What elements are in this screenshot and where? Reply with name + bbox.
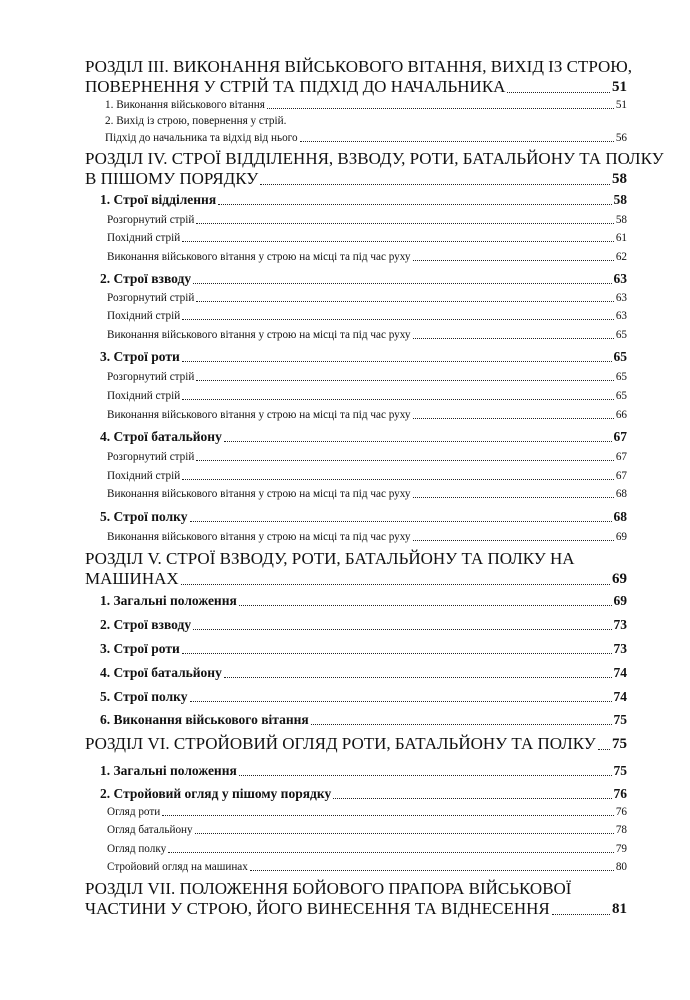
- toc-entry[interactable]: [107, 486, 627, 502]
- toc-page-number: 58: [613, 192, 627, 207]
- toc-page-number: 69: [613, 593, 627, 608]
- toc-page-number: 75: [613, 763, 627, 778]
- toc-entry-title: 3. Строї роти: [100, 641, 180, 656]
- toc-entry[interactable]: [100, 270, 627, 288]
- toc-entry[interactable]: [100, 640, 627, 658]
- toc-page-number: 73: [613, 617, 627, 632]
- toc-entry-title-line: РОЗДІЛ IV. СТРОЇ ВІДДІЛЕННЯ, ВЗВОДУ, РОТИ, БАТАЛЬЙОНУ ТА ПОЛКУ: [85, 149, 664, 168]
- dot-leader: [196, 222, 613, 224]
- toc-page-number: 67: [615, 470, 627, 482]
- toc-entry[interactable]: [100, 508, 627, 526]
- dot-leader: [195, 832, 614, 834]
- toc-page-number: 76: [613, 786, 627, 801]
- toc-entry-title: В ПІШОМУ ПОРЯДКУ: [85, 169, 259, 188]
- toc-entry-title: Похідний стрій: [107, 232, 181, 244]
- toc-page-number: 61: [615, 232, 627, 244]
- toc-entry-title: 5. Строї полку: [100, 689, 188, 704]
- toc-entry-title: Підхід до начальника та відхід від нього: [105, 132, 298, 144]
- dot-leader: [196, 300, 613, 302]
- toc-page-number: 65: [613, 349, 627, 364]
- toc-page-number: 75: [613, 712, 627, 727]
- dot-leader: [413, 259, 614, 261]
- toc-page-number: 63: [615, 310, 627, 322]
- toc-entry[interactable]: [107, 249, 627, 265]
- toc-entry[interactable]: [107, 369, 627, 385]
- toc-entry-title: Похідний стрій: [107, 470, 181, 482]
- toc-page-number: 69: [612, 571, 627, 587]
- toc-entry-title: 1. Строї відділення: [100, 192, 217, 207]
- toc-entry-title-line: РОЗДІЛ III. ВИКОНАННЯ ВІЙСЬКОВОГО ВІТАННЯ, ВИХІД ІЗ СТРОЮ,: [85, 57, 632, 76]
- toc-entry-title: 4. Строї батальйону: [100, 665, 222, 680]
- toc-page-number: 65: [615, 371, 627, 383]
- toc-entry-title: Виконання військового вітання у строю на місці та під час руху: [107, 329, 411, 341]
- toc-entry-title: 3. Строї роти: [100, 349, 180, 364]
- toc-entry[interactable]: [100, 348, 627, 366]
- toc-entry-title: Виконання військового вітання у строю на місці та під час руху: [107, 251, 411, 263]
- toc-page-number: 68: [615, 488, 627, 500]
- toc-page-number: 67: [615, 451, 627, 463]
- toc-page-number: 65: [615, 329, 627, 341]
- toc-entry[interactable]: [107, 290, 627, 306]
- dot-leader: [168, 851, 614, 853]
- toc-section[interactable]: [85, 169, 627, 189]
- toc-entry[interactable]: [100, 688, 627, 706]
- toc-entry-title: Огляд полку: [107, 843, 167, 855]
- dot-leader: [162, 814, 614, 816]
- dot-leader: [193, 282, 611, 284]
- toc-entry[interactable]: [107, 230, 627, 246]
- toc-entry-title: Виконання військового вітання у строю на місці та під час руху: [107, 409, 411, 421]
- toc-page-number: 74: [613, 689, 627, 704]
- toc-entry-title: 4. Строї батальйону: [100, 429, 222, 444]
- dot-leader: [239, 774, 612, 776]
- toc-section[interactable]: [85, 899, 627, 919]
- toc-entry[interactable]: [107, 804, 627, 820]
- dot-leader: [182, 398, 614, 400]
- toc-entry-title: ПОВЕРНЕННЯ У СТРІЙ ТА ПІДХІД ДО НАЧАЛЬНИКА: [85, 77, 506, 96]
- toc-page-number: 68: [613, 509, 627, 524]
- toc-entry[interactable]: [100, 785, 627, 803]
- toc-entry[interactable]: [100, 191, 627, 209]
- toc-entry-title: 1. Загальні положення: [100, 763, 237, 778]
- toc-entry-title: 6. Виконання військового вітання: [100, 712, 309, 727]
- toc-entry[interactable]: [107, 449, 627, 465]
- dot-leader: [218, 203, 611, 205]
- dot-leader: [413, 539, 614, 541]
- dot-leader: [182, 240, 614, 242]
- toc-entry[interactable]: [107, 822, 627, 838]
- dot-leader: [182, 318, 614, 320]
- toc-page-number: 65: [615, 390, 627, 402]
- toc-entry-title: Похідний стрій: [107, 310, 181, 322]
- dot-leader: [190, 700, 612, 702]
- toc-entry-title: Розгорнутий стрій: [107, 292, 195, 304]
- toc-page-number: 75: [612, 736, 627, 752]
- toc-page-number: 66: [615, 409, 627, 421]
- dot-leader: [598, 748, 610, 750]
- dot-leader: [333, 797, 611, 799]
- dot-leader: [196, 459, 613, 461]
- dot-leader: [300, 140, 614, 142]
- toc-entry-title-line: РОЗДІЛ VII. ПОЛОЖЕННЯ БОЙОВОГО ПРАПОРА ВІЙСЬКОВОЇ: [85, 879, 572, 898]
- toc-page-number: 80: [615, 861, 627, 873]
- toc-entry[interactable]: [100, 616, 627, 634]
- toc-entry[interactable]: [105, 97, 627, 113]
- dot-leader: [413, 337, 614, 339]
- toc-entry-title: Розгорнутий стрій: [107, 214, 195, 226]
- dot-leader: [182, 478, 614, 480]
- toc-section[interactable]: [85, 77, 627, 97]
- toc-entry[interactable]: [107, 859, 627, 875]
- toc-entry[interactable]: [100, 428, 627, 446]
- toc-entry[interactable]: [107, 468, 627, 484]
- dot-leader: [260, 183, 610, 185]
- dot-leader: [224, 440, 612, 442]
- toc-entry[interactable]: [107, 407, 627, 423]
- dot-leader: [267, 107, 614, 109]
- toc-page-number: 79: [615, 843, 627, 855]
- toc-entry[interactable]: [107, 841, 627, 857]
- toc-page-number: 51: [612, 79, 627, 95]
- toc-page-number: 78: [615, 824, 627, 836]
- dot-leader: [239, 604, 612, 606]
- toc-entry-title: МАШИНАХ: [85, 569, 179, 588]
- toc-page-number: 74: [613, 665, 627, 680]
- toc-entry-title: Виконання військового вітання у строю на місці та під час руху: [107, 488, 411, 500]
- toc-page-number: 76: [615, 806, 627, 818]
- toc-entry[interactable]: [107, 212, 627, 228]
- toc-entry-title-line: 2. Вихід із строю, повернення у стрій.: [105, 115, 287, 127]
- toc-page-number: 56: [615, 132, 627, 144]
- toc-page-number: 73: [613, 641, 627, 656]
- toc-entry[interactable]: [105, 130, 627, 146]
- toc-entry-title: 5. Строї полку: [100, 509, 188, 524]
- toc-page-number: 63: [613, 271, 627, 286]
- dot-leader: [190, 520, 612, 522]
- toc-entry-title: Огляд роти: [107, 806, 161, 818]
- dot-leader: [413, 496, 614, 498]
- dot-leader: [552, 913, 610, 915]
- toc-section[interactable]: [85, 569, 627, 589]
- toc-page-number: 51: [615, 99, 627, 111]
- toc-entry-title: ЧАСТИНИ У СТРОЮ, ЙОГО ВИНЕСЕННЯ ТА ВІДНЕСЕННЯ: [85, 899, 550, 918]
- toc-entry-title: 1. Виконання військового вітання: [105, 99, 265, 111]
- toc-entry-title: Розгорнутий стрій: [107, 451, 195, 463]
- toc-section[interactable]: [85, 734, 627, 754]
- toc-entry[interactable]: [100, 762, 627, 780]
- dot-leader: [181, 583, 610, 585]
- toc-entry-title: Огляд батальйону: [107, 824, 193, 836]
- toc-page-number: 69: [615, 531, 627, 543]
- toc-entry[interactable]: [107, 327, 627, 343]
- dot-leader: [413, 417, 614, 419]
- dot-leader: [507, 91, 610, 93]
- toc-entry[interactable]: [100, 711, 627, 729]
- toc-entry-title: 1. Загальні положення: [100, 593, 237, 608]
- toc-page-number: 58: [612, 171, 627, 187]
- dot-leader: [311, 723, 612, 725]
- toc-entry-title-line: РОЗДІЛ V. СТРОЇ ВЗВОДУ, РОТИ, БАТАЛЬЙОНУ ТА ПОЛКУ НА: [85, 549, 575, 568]
- toc-entry[interactable]: [107, 388, 627, 404]
- toc-entry-title: Розгорнутий стрій: [107, 371, 195, 383]
- toc-entry-title: 2. Стройовий огляд у пішому порядку: [100, 786, 332, 801]
- toc-entry-title: Похідний стрій: [107, 390, 181, 402]
- toc-entry-title: РОЗДІЛ VI. СТРОЙОВИЙ ОГЛЯД РОТИ, БАТАЛЬЙОНУ ТА ПОЛКУ: [85, 734, 596, 753]
- dot-leader: [182, 360, 612, 362]
- dot-leader: [196, 379, 613, 381]
- dot-leader: [224, 676, 612, 678]
- dot-leader: [250, 869, 614, 871]
- toc-page-number: 67: [613, 429, 627, 444]
- toc-entry-title: 2. Строї взводу: [100, 271, 192, 286]
- toc-entry[interactable]: [107, 308, 627, 324]
- toc-entry[interactable]: [100, 592, 627, 610]
- toc-entry[interactable]: [100, 664, 627, 682]
- toc-page-number: 58: [615, 214, 627, 226]
- toc-entry[interactable]: [107, 529, 627, 545]
- toc-entry-title: 2. Строї взводу: [100, 617, 192, 632]
- toc-page-number: 63: [615, 292, 627, 304]
- toc-page-number: 81: [612, 901, 627, 917]
- toc-page-number: 62: [615, 251, 627, 263]
- dot-leader: [182, 652, 612, 654]
- toc-entry-title: Стройовий огляд на машинах: [107, 861, 248, 873]
- dot-leader: [193, 628, 611, 630]
- toc-entry-title: Виконання військового вітання у строю на місці та під час руху: [107, 531, 411, 543]
